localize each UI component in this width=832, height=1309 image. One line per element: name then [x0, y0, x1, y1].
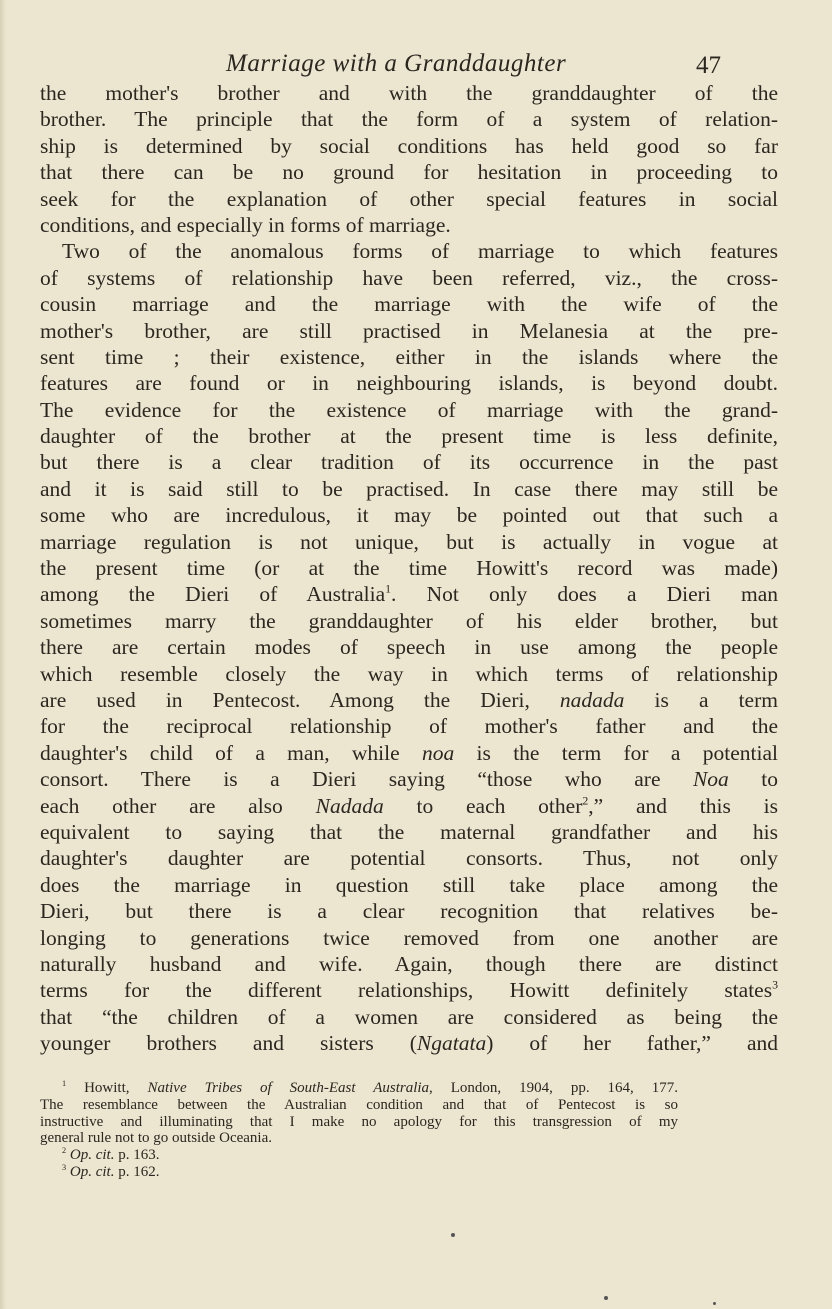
text-line	[40, 687, 778, 713]
text-run: there are certain modes of speech in use among the people	[40, 635, 778, 660]
text-run: Dieri, but there is a clear recognition that relatives be-	[40, 899, 778, 924]
text-line	[40, 845, 778, 871]
text-run: to	[728, 767, 778, 792]
text-run: but there is a clear tradition of its occurrence in the past	[40, 450, 778, 475]
text-line	[40, 449, 778, 475]
text-line	[40, 713, 778, 739]
italic-term: Nadada	[315, 793, 384, 818]
italic-term: nadada	[559, 687, 625, 712]
text-run: terms for the different relationships, Howitt definitely states	[40, 978, 773, 1003]
text-line	[40, 1030, 778, 1056]
text-run: younger brothers and sisters (	[40, 1031, 417, 1056]
text-line	[40, 238, 778, 264]
text-run: daughter's daughter are potential consorts. Thus, not only	[40, 846, 778, 871]
text-line	[40, 370, 778, 396]
text-run: general rule not to go outside Oceania.	[40, 1130, 273, 1147]
text-run: instructive and illuminating that I make no apology for this transgression of my	[40, 1113, 678, 1130]
text-line	[40, 872, 778, 898]
text-line	[40, 1004, 778, 1030]
footnote-line	[40, 1164, 678, 1181]
text-line	[40, 291, 778, 317]
text-run: for the reciprocal relationship of mother's father and the	[40, 714, 778, 739]
text-line	[40, 397, 778, 423]
text-run: each other are also	[40, 793, 316, 818]
italic-term: Native Tribes of South-East Australia	[147, 1080, 430, 1096]
text-line	[40, 977, 778, 1003]
text-run: Howitt,	[66, 1080, 148, 1096]
text-line	[40, 476, 778, 502]
text-run: ,” and this is	[588, 793, 779, 818]
text-run: consort. There is a Dieri saying “those who are	[40, 767, 693, 792]
text-run: The resemblance between the Australian condition and that of Pentecost is so	[40, 1096, 678, 1113]
footnotes	[40, 1080, 678, 1181]
text-line	[40, 898, 778, 924]
footnote-line	[40, 1080, 678, 1097]
text-run: does the marriage in question still take place among the	[40, 872, 778, 897]
text-run: The evidence for the existence of marriage with the grand-	[40, 397, 778, 422]
text-run: ship is determined by social conditions has held good so far	[40, 133, 778, 158]
text-line	[40, 555, 778, 581]
text-run: that “the children of a women are considered as being the	[40, 1004, 778, 1029]
text-run: to each other	[383, 793, 583, 818]
text-run: features are found or in neighbouring islands, is beyond doubt.	[40, 371, 778, 396]
text-line	[40, 766, 778, 792]
text-run: are used in Pentecost. Among the Dieri,	[40, 687, 560, 712]
text-run: Two of the anomalous forms of marriage to which features	[62, 239, 778, 264]
body-text	[40, 80, 778, 1056]
text-run: is a term	[624, 687, 778, 712]
footnote-ref: 1	[385, 582, 392, 597]
text-run: mother's brother, are still practised in Melanesia at the pre-	[40, 318, 778, 343]
text-run: which resemble closely the way in which terms of relationship	[40, 661, 778, 686]
text-line	[40, 186, 778, 212]
italic-term: Ngatata	[416, 1031, 487, 1056]
text-run: of systems of relationship have been referred, viz., the cross-	[40, 265, 778, 290]
text-line	[40, 793, 778, 819]
running-title: Marriage with a Granddaughter	[226, 50, 567, 77]
italic-term: Noa	[692, 767, 729, 792]
text-run: sometimes marry the granddaughter of his elder brother, but	[40, 608, 778, 633]
text-line	[40, 740, 778, 766]
footnote-ref: 1	[62, 1079, 67, 1089]
italic-term: noa	[421, 740, 455, 765]
text-run: is the term for a potential	[454, 740, 778, 765]
text-run: seek for the explanation of other special features in social	[40, 186, 778, 211]
text-line	[40, 265, 778, 291]
footnote-line	[40, 1097, 678, 1114]
text-run: among the Dieri of Australia	[40, 582, 386, 607]
scan-speck	[604, 1296, 608, 1300]
page-edge-shadow	[0, 0, 6, 1309]
text-run: , London, 1904, pp. 164, 177.	[429, 1080, 678, 1096]
italic-term: Op. cit.	[69, 1163, 115, 1180]
text-run: the present time (or at the time Howitt's record was made)	[40, 556, 778, 581]
text-line	[40, 608, 778, 634]
text-run: daughter's child of a man, while	[40, 740, 422, 765]
footnote-ref: 3	[62, 1163, 67, 1173]
text-line	[40, 423, 778, 449]
footnote-ref: 3	[772, 978, 778, 993]
text-run: . Not only does a Dieri man	[391, 582, 778, 607]
text-run: the mother's brother and with the granddaughter of the	[40, 81, 778, 105]
text-line	[40, 344, 778, 370]
text-line	[40, 212, 778, 238]
text-run: sent time ; their existence, either in the islands where the	[40, 344, 778, 369]
italic-term: Op. cit.	[69, 1147, 115, 1164]
text-run: naturally husband and wife. Again, though there are distinct	[40, 951, 778, 976]
text-run: and it is said still to be practised. In case there may still be	[40, 476, 778, 501]
text-run: brother. The principle that the form of a system of relation-	[40, 107, 778, 132]
text-line	[40, 80, 778, 106]
text-line	[40, 951, 778, 977]
text-run: cousin marriage and the marriage with the wife of the	[40, 292, 778, 317]
text-line	[40, 661, 778, 687]
text-run: p. 163.	[114, 1147, 160, 1164]
text-line	[40, 502, 778, 528]
text-line	[40, 106, 778, 132]
text-line	[40, 159, 778, 185]
text-line	[40, 133, 778, 159]
text-run: equivalent to saying that the maternal grandfather and his	[40, 819, 778, 844]
text-run: marriage regulation is not unique, but is actually in vogue at	[40, 529, 778, 554]
text-run: ) of her father,” and	[486, 1031, 778, 1056]
text-run: that there can be no ground for hesitation in proceeding to	[40, 160, 778, 185]
scan-speck	[713, 1302, 716, 1305]
footnote-line	[40, 1114, 678, 1131]
text-line	[40, 819, 778, 845]
text-run: longing to generations twice removed from one another are	[40, 925, 778, 950]
footnote-ref: 2	[62, 1146, 67, 1156]
page-number: 47	[696, 52, 721, 79]
text-run: daughter of the brother at the present time is less definite,	[40, 424, 778, 449]
text-line	[40, 634, 778, 660]
text-line	[40, 529, 778, 555]
text-run: some who are incredulous, it may be pointed out that such a	[40, 503, 778, 528]
footnote-line	[40, 1130, 678, 1147]
text-line	[40, 581, 778, 607]
text-run: conditions, and especially in forms of marriage.	[40, 212, 451, 237]
footnote-ref: 2	[582, 793, 589, 808]
text-run: p. 162.	[114, 1163, 160, 1180]
scan-speck	[451, 1233, 455, 1237]
text-line	[40, 925, 778, 951]
text-line	[40, 318, 778, 344]
footnote-line	[40, 1147, 678, 1164]
